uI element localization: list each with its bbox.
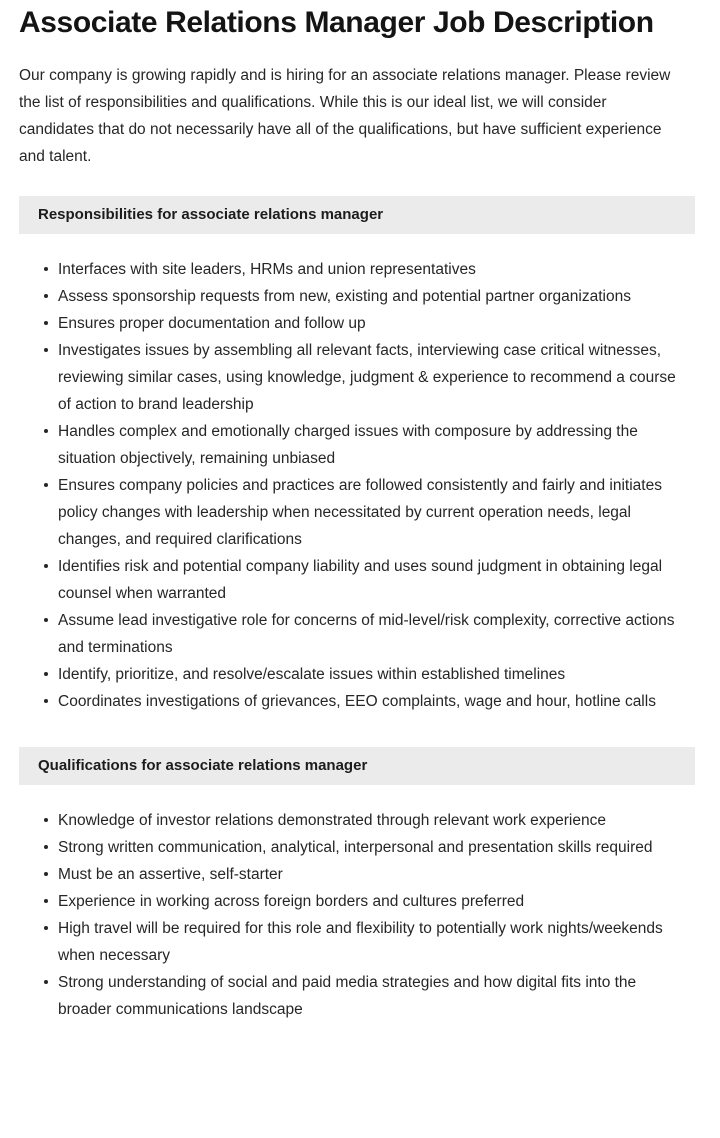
list-item: Knowledge of investor relations demonstrated through relevant work experience [44, 807, 684, 834]
page-title: Associate Relations Manager Job Description [19, 6, 654, 39]
bottom-spacer [0, 1023, 720, 1057]
list-item: Ensures proper documentation and follow up [44, 310, 684, 337]
section-header-responsibilities [19, 196, 695, 234]
list-item: Assume lead investigative role for concerns of mid-level/risk complexity, corrective actions and terminations [44, 607, 684, 661]
list-item: High travel will be required for this role and flexibility to potentially work nights/weekends when necessary [44, 915, 684, 969]
list-item: Must be an assertive, self-starter [44, 861, 684, 888]
section-heading-label: Responsibilities for associate relations manager [38, 206, 384, 223]
list-item: Identifies risk and potential company liability and uses sound judgment in obtaining legal counsel when warranted [44, 553, 684, 607]
list-item: Handles complex and emotionally charged issues with composure by addressing the situation objectively, remaining unbiased [44, 418, 684, 472]
section-header-qualifications [19, 747, 695, 785]
list-item: Strong written communication, analytical, interpersonal and presentation skills required [44, 834, 684, 861]
list-item: Coordinates investigations of grievances, EEO complaints, wage and hour, hotline calls [44, 688, 684, 715]
list-item: Ensures company policies and practices are followed consistently and fairly and initiates policy changes with leadership when necessitated by current operation needs, legal changes, and required clarifications [44, 472, 684, 553]
list-item: Assess sponsorship requests from new, existing and potential partner organizations [44, 283, 684, 310]
list-item: Strong understanding of social and paid media strategies and how digital fits into the broader communications landscape [44, 969, 684, 1023]
section-qualifications [0, 747, 720, 1023]
section-heading-label: Qualifications for associate relations manager [38, 757, 368, 774]
intro-paragraph: Our company is growing rapidly and is hiring for an associate relations manager. Please review the list of responsibilities and qualifications. While this is our ideal list, we will consider candidates that do not necessarily have all of the qualifications, but have sufficient experience and talent. [19, 67, 671, 165]
qualifications-list [0, 785, 720, 1023]
list-item: Interfaces with site leaders, HRMs and union representatives [44, 256, 684, 283]
list-item: Investigates issues by assembling all relevant facts, interviewing case critical witnesses, reviewing similar cases, using knowledge, judgment & experience to recommend a course of action to brand leadership [44, 337, 684, 418]
list-item: Experience in working across foreign borders and cultures preferred [44, 888, 684, 915]
responsibilities-list [0, 234, 720, 715]
section-responsibilities [0, 196, 720, 715]
list-item: Identify, prioritize, and resolve/escalate issues within established timelines [44, 661, 684, 688]
